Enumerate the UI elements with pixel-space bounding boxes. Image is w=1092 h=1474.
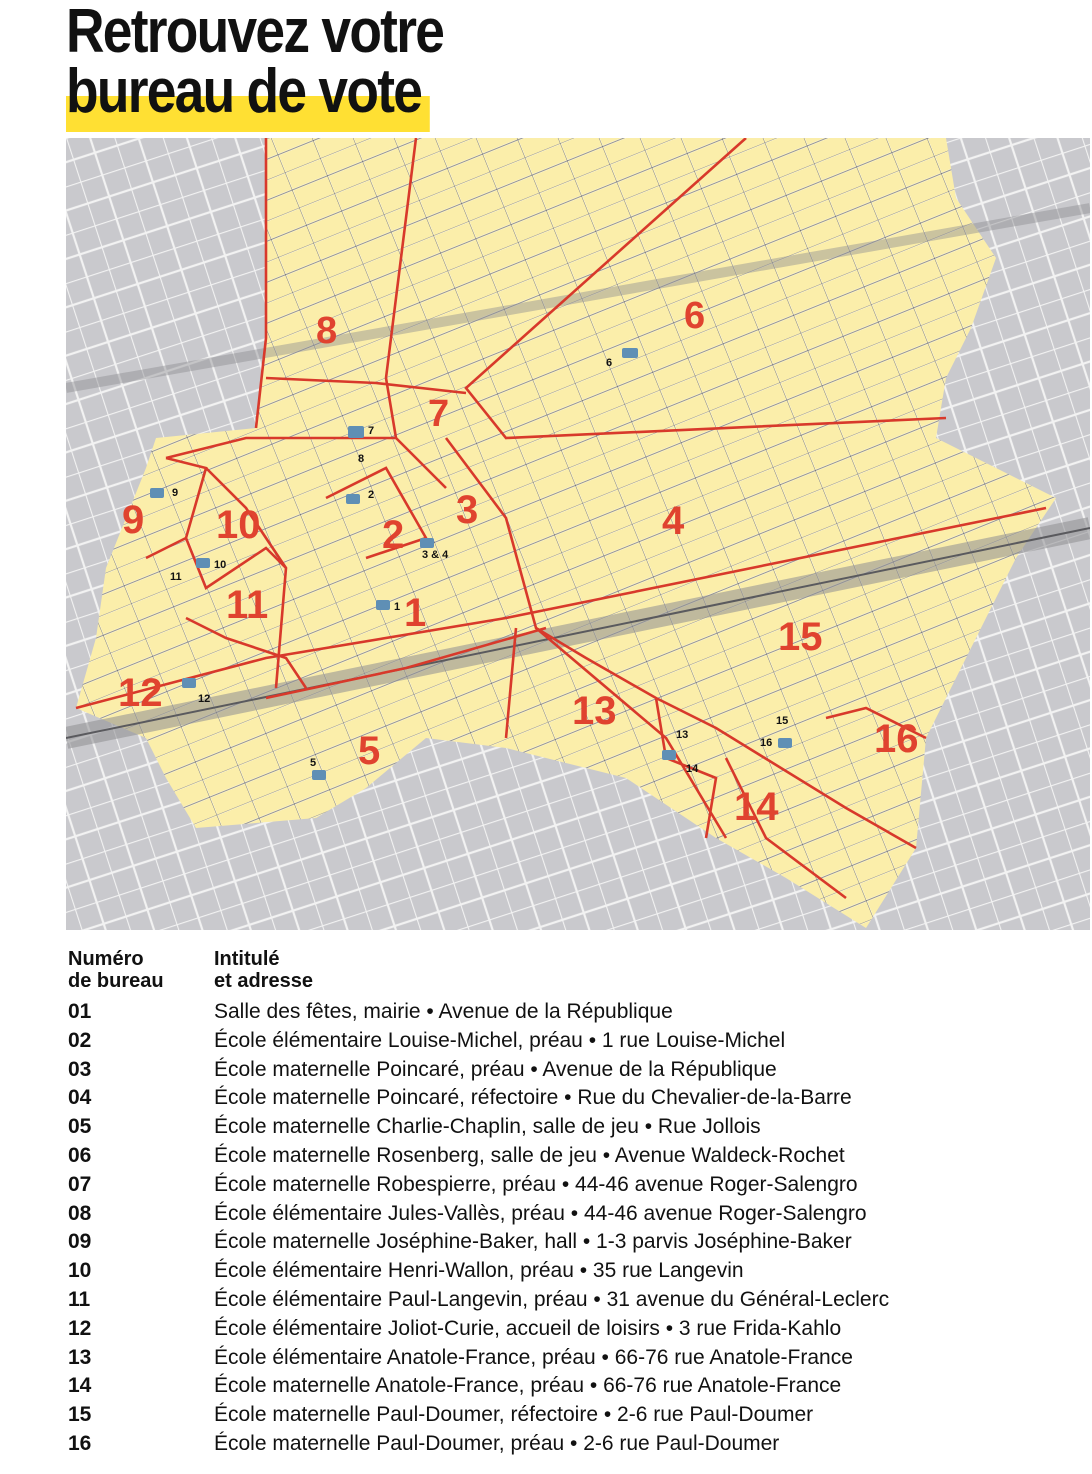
legend-row bbox=[68, 1113, 1078, 1142]
school-label-14: 14 bbox=[686, 763, 699, 775]
bureau-description: École maternelle Robespierre, préau • 44-46 avenue Roger-Salengro bbox=[214, 1172, 858, 1196]
school-marker-icon bbox=[420, 538, 434, 548]
school-marker-icon bbox=[778, 738, 792, 748]
school-label-9: 9 bbox=[172, 487, 179, 499]
bureau-number: 14 bbox=[68, 1374, 92, 1398]
bureau-number: 13 bbox=[68, 1345, 92, 1369]
zone-label-9: 9 bbox=[122, 498, 145, 542]
legend-row bbox=[68, 1084, 1078, 1113]
legend-row bbox=[68, 1430, 1078, 1459]
zone-label-5: 5 bbox=[358, 729, 381, 773]
zone-label-6: 6 bbox=[684, 295, 706, 337]
bureau-number: 09 bbox=[68, 1230, 92, 1254]
page-title bbox=[66, 0, 444, 126]
zone-label-10: 10 bbox=[216, 503, 261, 547]
school-label-7: 7 bbox=[368, 425, 375, 437]
bureau-number: 11 bbox=[68, 1287, 91, 1311]
bureau-description: École maternelle Paul-Doumer, préau • 2-6 rue Paul-Doumer bbox=[214, 1431, 780, 1455]
zone-label-14: 14 bbox=[734, 785, 779, 829]
school-label-13: 13 bbox=[676, 729, 689, 741]
bureau-description: École maternelle Poincaré, réfectoire • Rue du Chevalier-de-la-Barre bbox=[214, 1086, 852, 1110]
legend-row bbox=[68, 1142, 1078, 1171]
zone-label-12: 12 bbox=[118, 671, 163, 715]
legend-row bbox=[68, 1401, 1078, 1430]
legend-row bbox=[68, 1228, 1078, 1257]
zone-label-16: 16 bbox=[874, 717, 919, 761]
legend-header bbox=[68, 948, 1078, 992]
zone-label-4: 4 bbox=[662, 499, 685, 543]
bureau-number: 08 bbox=[68, 1201, 92, 1225]
legend-row bbox=[68, 1056, 1078, 1085]
zone-label-11: 11 bbox=[226, 583, 269, 627]
bureau-number: 12 bbox=[68, 1316, 92, 1340]
bureau-number: 04 bbox=[68, 1086, 92, 1110]
zone-label-3: 3 bbox=[456, 488, 479, 532]
polling-station-map bbox=[66, 138, 1090, 930]
legend-header-description: Intitulé et adresse bbox=[214, 948, 313, 992]
school-marker-icon bbox=[150, 488, 164, 498]
legend-row bbox=[68, 1171, 1078, 1200]
school-marker-icon bbox=[182, 678, 196, 688]
bureau-description: École maternelle Charlie-Chaplin, salle de jeu • Rue Jollois bbox=[214, 1115, 761, 1139]
school-label-3-and-4: 3 & 4 bbox=[422, 549, 449, 561]
school-label-5: 5 bbox=[310, 757, 317, 769]
school-label-10: 10 bbox=[214, 559, 227, 571]
bureau-description: École maternelle Poincaré, préau • Avenue de la République bbox=[214, 1057, 777, 1081]
bureau-number: 06 bbox=[68, 1143, 92, 1167]
bureau-number: 03 bbox=[68, 1057, 92, 1081]
title-line-2-highlighted: bureau de vote bbox=[66, 57, 422, 126]
bureau-description: Salle des fêtes, mairie • Avenue de la République bbox=[214, 1000, 673, 1023]
bureau-description: École élémentaire Henri-Wallon, préau • 35 rue Langevin bbox=[214, 1259, 744, 1283]
legend-row bbox=[68, 1200, 1078, 1229]
bureau-description: École maternelle Joséphine-Baker, hall • 1-3 parvis Joséphine-Baker bbox=[214, 1230, 852, 1254]
bureau-number: 01 bbox=[68, 1000, 92, 1023]
zone-label-7: 7 bbox=[428, 393, 450, 435]
school-marker-icon bbox=[312, 770, 326, 780]
legend-row bbox=[68, 1315, 1078, 1344]
school-label-15: 15 bbox=[776, 715, 789, 727]
legend-row bbox=[68, 1286, 1078, 1315]
zone-label-8: 8 bbox=[316, 310, 338, 352]
bureau-description: École élémentaire Joliot-Curie, accueil de loisirs • 3 rue Frida-Kahlo bbox=[214, 1316, 842, 1340]
school-label-8: 8 bbox=[358, 453, 365, 465]
school-marker-icon bbox=[196, 558, 210, 568]
school-label-2: 2 bbox=[368, 489, 375, 501]
bureau-number: 07 bbox=[68, 1172, 92, 1196]
school-label-1: 1 bbox=[394, 601, 401, 613]
school-label-16: 16 bbox=[760, 737, 773, 749]
bureau-number: 02 bbox=[68, 1028, 92, 1052]
bureau-number: 16 bbox=[68, 1431, 92, 1455]
legend-row bbox=[68, 1344, 1078, 1373]
school-marker-icon bbox=[376, 600, 390, 610]
legend-row bbox=[68, 1372, 1078, 1401]
school-marker-icon bbox=[662, 750, 676, 760]
bureau-number: 05 bbox=[68, 1115, 92, 1139]
school-marker-icon bbox=[348, 426, 364, 438]
title-line-1: Retrouvez votre bbox=[66, 0, 444, 66]
zone-label-2: 2 bbox=[382, 513, 405, 557]
legend-rows bbox=[68, 998, 1078, 1459]
school-marker-icon bbox=[622, 348, 638, 358]
legend-header-number: Numéro de bureau bbox=[68, 948, 164, 992]
school-label-12: 12 bbox=[198, 693, 211, 705]
bureau-description: École maternelle Anatole-France, préau • 66-76 rue Anatole-France bbox=[214, 1374, 842, 1398]
legend-row bbox=[68, 998, 1078, 1027]
bureau-description: École élémentaire Louise-Michel, préau • 1 rue Louise-Michel bbox=[214, 1028, 786, 1052]
legend-row bbox=[68, 1257, 1078, 1286]
zone-label-13: 13 bbox=[572, 689, 617, 733]
bureau-number: 10 bbox=[68, 1259, 92, 1283]
bureau-number: 15 bbox=[68, 1403, 92, 1427]
polling-station-legend bbox=[68, 948, 1078, 1459]
bureau-description: École maternelle Paul-Doumer, réfectoire • 2-6 rue Paul-Doumer bbox=[214, 1403, 814, 1427]
legend-row bbox=[68, 1027, 1078, 1056]
school-label-6: 6 bbox=[606, 357, 613, 369]
school-marker-icon bbox=[346, 494, 360, 504]
school-label-11: 11 bbox=[170, 571, 182, 583]
zone-label-1: 1 bbox=[404, 591, 427, 635]
bureau-description: École élémentaire Jules-Vallès, préau • 44-46 avenue Roger-Salengro bbox=[214, 1201, 867, 1225]
zone-label-15: 15 bbox=[778, 615, 823, 659]
bureau-description: École élémentaire Paul-Langevin, préau • 31 avenue du Général-Leclerc bbox=[214, 1287, 890, 1311]
bureau-description: École maternelle Rosenberg, salle de jeu • Avenue Waldeck-Rochet bbox=[214, 1143, 845, 1167]
bureau-description: École élémentaire Anatole-France, préau • 66-76 rue Anatole-France bbox=[214, 1345, 853, 1369]
